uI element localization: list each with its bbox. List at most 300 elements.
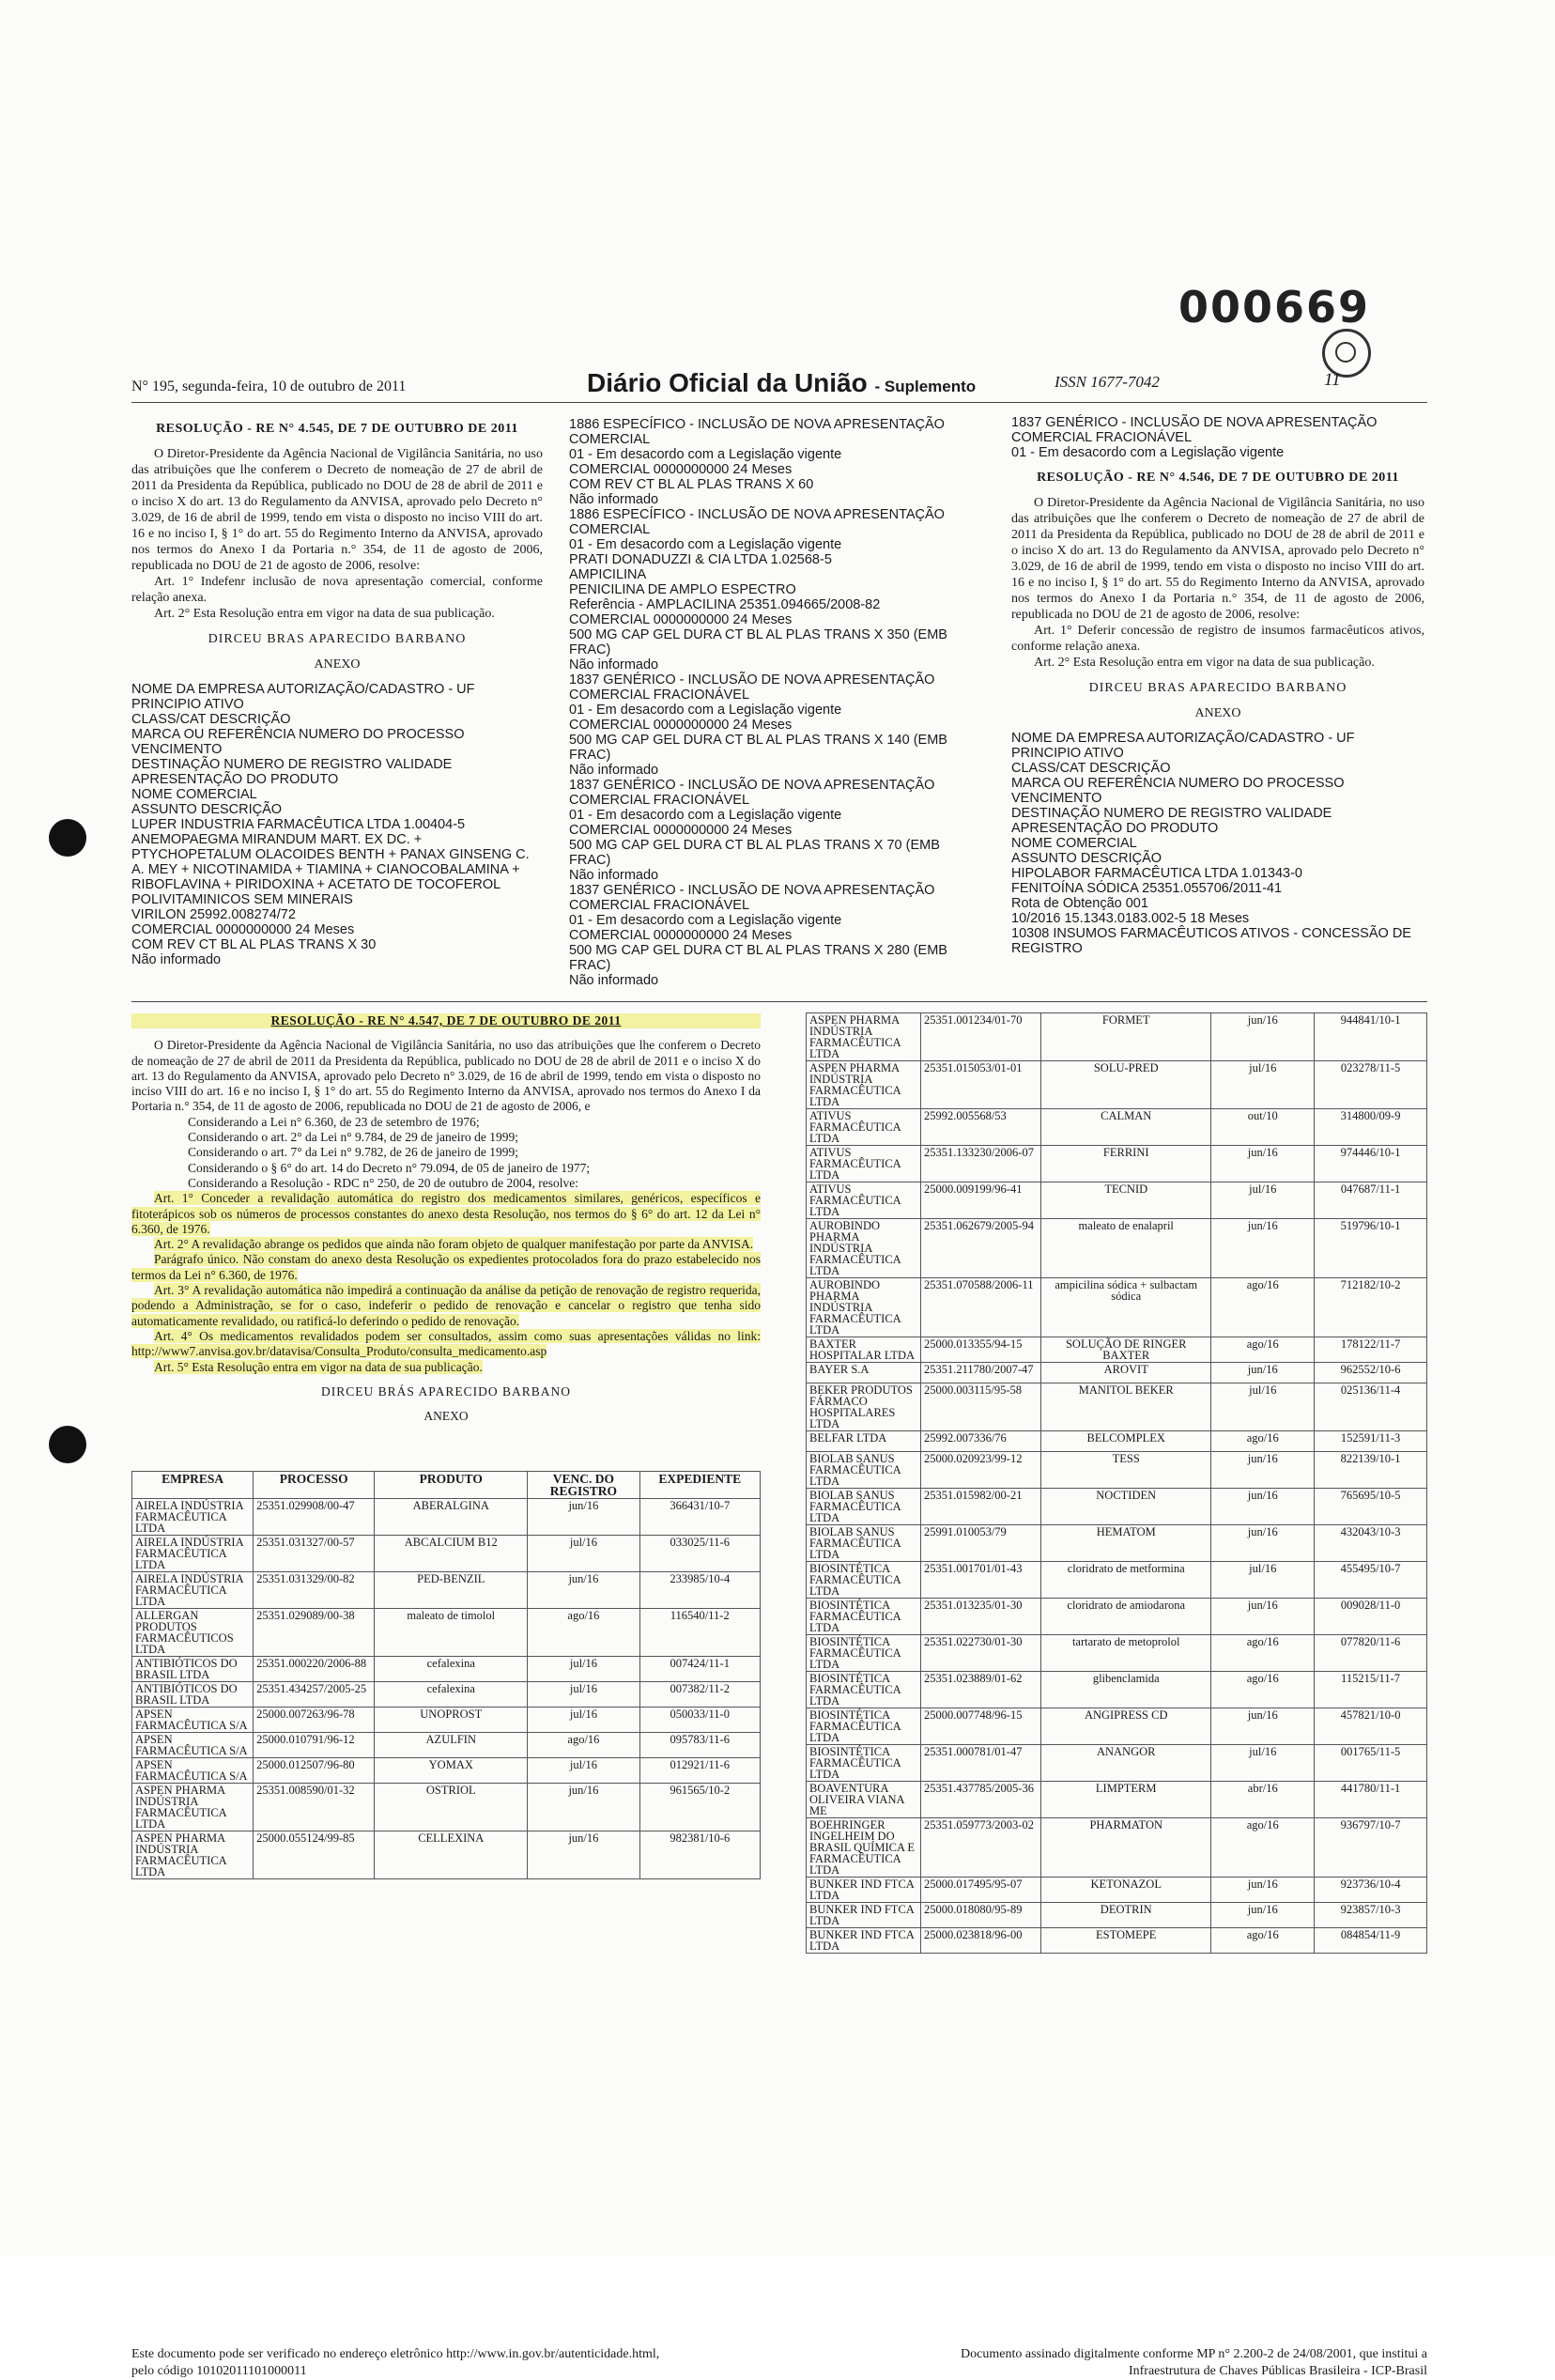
publication-name: Diário Oficial da União — [587, 368, 868, 397]
highlighted-text: Art. 1° Conceder a revalidação automática do registro dos medicamentos similares, genéricos, específicos e fitoterápicos sob os números de processos constantes do anexo desta Resolução, nos termos do § 6° do art. 12 da Lei n° 6.360, de 1976. — [131, 1191, 761, 1236]
resolution-4545-annex-list — [131, 682, 543, 967]
expedient-cell: 047687/11-1 — [1315, 1182, 1427, 1219]
process-cell: 25351.015053/01-01 — [920, 1061, 1040, 1109]
highlighted-text: Parágrafo único. Não constam do anexo desta Resolução os expedientes protocolados fora do prazo estabelecido nos termos da Lei n° 6.360, de 1976. — [131, 1252, 761, 1282]
annex-line: COMERCIAL 0000000000 24 Meses — [131, 922, 355, 937]
annex-line: Não informado — [569, 868, 659, 883]
annex-line: 1837 GENÉRICO - INCLUSÃO DE NOVA APRESENTAÇÃO COMERCIAL FRACIONÁVEL — [1011, 415, 1378, 445]
table-row — [807, 1219, 1427, 1278]
company-cell: BOEHRINGER INGELHEIM DO BRASIL QUÍMICA E FARMACÊUTICA LTDA — [807, 1818, 921, 1878]
process-cell: 25000.003115/95-58 — [920, 1383, 1040, 1431]
annex-line: MARCA OU REFERÊNCIA NUMERO DO PROCESSO VENCIMENTO — [131, 727, 465, 757]
expedient-cell: 923857/10-3 — [1315, 1903, 1427, 1928]
product-cell: TECNID — [1041, 1182, 1211, 1219]
expedient-cell: 432043/10-3 — [1315, 1525, 1427, 1562]
expedient-cell: 822139/10-1 — [1315, 1452, 1427, 1489]
column-header: EXPEDIENTE — [639, 1472, 760, 1499]
expiry-cell: jul/16 — [528, 1682, 639, 1708]
process-cell: 25351.023889/01-62 — [920, 1672, 1040, 1708]
annex-line: 01 - Em desacordo com a Legislação vigente — [569, 537, 842, 552]
annex-line: PRINCIPIO ATIVO — [1011, 746, 1124, 761]
annex-line: 01 - Em desacordo com a Legislação vigente — [569, 703, 842, 718]
annex-line: COMERCIAL 0000000000 24 Meses — [569, 823, 793, 838]
company-cell: APSEN FARMACÊUTICA S/A — [132, 1733, 254, 1758]
process-cell: 25000.055124/99-85 — [254, 1831, 375, 1879]
company-cell: AUROBINDO PHARMA INDÚSTRIA FARMACÊUTICA LTDA — [807, 1219, 921, 1278]
expedient-cell: 982381/10-6 — [639, 1831, 760, 1879]
company-cell: ALLERGAN PRODUTOS FARMACÊUTICOS LTDA — [132, 1609, 254, 1657]
expedient-cell: 007382/11-2 — [639, 1682, 760, 1708]
table-row — [807, 1146, 1427, 1182]
process-cell: 25000.007748/96-15 — [920, 1708, 1040, 1745]
expedient-cell: 033025/11-6 — [639, 1536, 760, 1572]
expiry-cell: ago/16 — [1211, 1431, 1315, 1452]
company-cell: ANTIBIÓTICOS DO BRASIL LTDA — [132, 1657, 254, 1682]
expedient-cell: 765695/10-5 — [1315, 1489, 1427, 1525]
table-row — [807, 1708, 1427, 1745]
page-stamp-number: 000669 — [1178, 282, 1371, 332]
consideration-line: Considerando o art. 7° da Lei n° 9.782, de 26 de janeiro de 1999; — [188, 1145, 518, 1160]
table-row — [807, 1745, 1427, 1782]
table-row — [807, 1431, 1427, 1452]
annex-line: FENITOÍNA SÓDICA 25351.055706/2011-41 — [1011, 881, 1283, 896]
annex-line: APRESENTAÇÃO DO PRODUTO — [1011, 821, 1219, 836]
expiry-cell: ago/16 — [1211, 1635, 1315, 1672]
resolution-4547-heading: RESOLUÇÃO - RE N° 4.547, DE 7 DE OUTUBRO DE 2011 — [131, 1013, 761, 1028]
resolution-4546-annex-title: ANEXO — [1194, 706, 1241, 720]
table-row — [132, 1708, 761, 1733]
product-cell: OSTRIOL — [375, 1784, 528, 1831]
process-cell: 25000.017495/95-07 — [920, 1878, 1040, 1903]
company-cell: BIOLAB SANUS FARMACÊUTICA LTDA — [807, 1489, 921, 1525]
annex-line: Não informado — [131, 952, 222, 967]
expiry-cell: jul/16 — [1211, 1562, 1315, 1599]
annex-line: APRESENTAÇÃO DO PRODUTO — [131, 772, 339, 787]
table-body-left — [132, 1499, 761, 1879]
consideration-line: Considerando o art. 2° da Lei n° 9.784, de 29 de janeiro de 1999; — [188, 1130, 518, 1145]
annex-line: 01 - Em desacordo com a Legislação vigente — [1011, 445, 1285, 460]
expedient-cell: 050033/11-0 — [639, 1708, 760, 1733]
expedient-cell: 012921/11-6 — [639, 1758, 760, 1784]
annex-line: NOME COMERCIAL — [1011, 836, 1137, 851]
annex-continuation-column — [569, 417, 982, 988]
publication-supplement: - Suplemento — [874, 378, 977, 395]
annex-line: 1886 ESPECÍFICO - INCLUSÃO DE NOVA APRESENTAÇÃO COMERCIAL — [569, 507, 945, 537]
product-cell: cefalexina — [375, 1682, 528, 1708]
highlighted-text: Art. 3° A revalidação automática não impedirá a continuação da análise da petição de renovação de registro requerida, podendo a Administração, se for o caso, indeferir o pedido de renovação e cancelar o registro que tenha sido automaticamente revalidado, ou ratificá-lo deferindo o pedido de renovação. — [131, 1283, 761, 1328]
expedient-cell: 961565/10-2 — [639, 1784, 760, 1831]
product-cell: tartarato de metoprolol — [1041, 1635, 1211, 1672]
table-row — [807, 1278, 1427, 1337]
annex-line: 1837 GENÉRICO - INCLUSÃO DE NOVA APRESENTAÇÃO COMERCIAL FRACIONÁVEL — [569, 672, 935, 703]
resolution-4547-column — [131, 1010, 761, 1433]
verification-code: pelo código 10102011101000011 — [131, 2364, 307, 2378]
expiry-cell: jun/16 — [1211, 1878, 1315, 1903]
resolution-4545-signer: DIRCEU BRAS APARECIDO BARBANO — [208, 632, 467, 646]
process-cell: 25351.062679/2005-94 — [920, 1219, 1040, 1278]
expedient-cell: 455495/10-7 — [1315, 1562, 1427, 1599]
expedient-cell: 366431/10-7 — [639, 1499, 760, 1536]
annex-line: AMPICILINA — [569, 567, 647, 582]
product-cell: maleato de enalapril — [1041, 1219, 1211, 1278]
annex-line: 500 MG CAP GEL DURA CT BL AL PLAS TRANS X 280 (EMB FRAC) — [569, 943, 947, 973]
expiry-cell: jun/16 — [1211, 1903, 1315, 1928]
expedient-cell: 023278/11-5 — [1315, 1061, 1427, 1109]
process-cell: 25000.020923/99-12 — [920, 1452, 1040, 1489]
page-number: 11 — [1324, 370, 1341, 390]
company-cell: BIOSINTÉTICA FARMACÊUTICA LTDA — [807, 1599, 921, 1635]
product-cell: AROVIT — [1041, 1363, 1211, 1383]
expiry-cell: jun/16 — [528, 1784, 639, 1831]
resolution-4546-art1: Art. 1° Deferir concessão de registro de insumos farmacêuticos ativos, conforme relação anexa. — [1011, 624, 1424, 654]
product-cell: ABCALCIUM B12 — [375, 1536, 528, 1572]
expedient-cell: 009028/11-0 — [1315, 1599, 1427, 1635]
signature-note — [836, 2346, 1427, 2380]
expiry-cell: out/10 — [1211, 1109, 1315, 1146]
process-cell: 25992.005568/53 — [920, 1109, 1040, 1146]
expedient-cell: 944841/10-1 — [1315, 1013, 1427, 1061]
company-cell: BIOLAB SANUS FARMACÊUTICA LTDA — [807, 1525, 921, 1562]
expedient-cell: 077820/11-6 — [1315, 1635, 1427, 1672]
process-cell: 25992.007336/76 — [920, 1431, 1040, 1452]
expiry-cell: jul/16 — [528, 1657, 639, 1682]
annex-line: DESTINAÇÃO NUMERO DE REGISTRO VALIDADE — [131, 757, 453, 772]
expiry-cell: jun/16 — [1211, 1599, 1315, 1635]
annex-line: COMERCIAL 0000000000 24 Meses — [569, 718, 793, 733]
punch-hole-icon — [49, 819, 86, 857]
table-row — [807, 1337, 1427, 1363]
expiry-cell: jul/16 — [1211, 1383, 1315, 1431]
annex-line: LUPER INDUSTRIA FARMACÊUTICA LTDA 1.00404-5 — [131, 817, 466, 832]
expiry-cell: ago/16 — [1211, 1672, 1315, 1708]
annex-line: 01 - Em desacordo com a Legislação vigente — [569, 808, 842, 823]
annex-line: NOME DA EMPRESA AUTORIZAÇÃO/CADASTRO - UF — [131, 682, 475, 697]
company-cell: ASPEN PHARMA INDÚSTRIA FARMACÊUTICA LTDA — [807, 1013, 921, 1061]
expedient-cell: 457821/10-0 — [1315, 1708, 1427, 1745]
resolution-4547-art5 — [131, 1360, 761, 1375]
product-cell: LIMPTERM — [1041, 1782, 1211, 1818]
expiry-cell: jun/16 — [528, 1499, 639, 1536]
process-cell: 25351.059773/2003-02 — [920, 1818, 1040, 1878]
table-row — [132, 1657, 761, 1682]
annex-line: NOME DA EMPRESA AUTORIZAÇÃO/CADASTRO - UF — [1011, 731, 1355, 746]
company-cell: AUROBINDO PHARMA INDÚSTRIA FARMACÊUTICA LTDA — [807, 1278, 921, 1337]
product-cell: PHARMATON — [1041, 1818, 1211, 1878]
process-cell: 25000.023818/96-00 — [920, 1928, 1040, 1954]
annex-line: Rota de Obtenção 001 — [1011, 896, 1148, 911]
expiry-cell: ago/16 — [1211, 1337, 1315, 1363]
resolution-4547-paragrafo — [131, 1252, 761, 1283]
expiry-cell: ago/16 — [1211, 1278, 1315, 1337]
process-cell: 25000.012507/96-80 — [254, 1758, 375, 1784]
expedient-cell: 001765/11-5 — [1315, 1745, 1427, 1782]
table-row — [132, 1609, 761, 1657]
expiry-cell: jul/16 — [528, 1758, 639, 1784]
punch-hole-icon — [49, 1426, 86, 1463]
resolution-4546-annex-list — [1011, 731, 1424, 956]
process-cell: 25351.001234/01-70 — [920, 1013, 1040, 1061]
process-cell: 25351.070588/2006-11 — [920, 1278, 1040, 1337]
process-cell: 25000.013355/94-15 — [920, 1337, 1040, 1363]
process-cell: 25351.000220/2006-88 — [254, 1657, 375, 1682]
table-row — [807, 1013, 1427, 1061]
expedient-cell: 025136/11-4 — [1315, 1383, 1427, 1431]
column-header: PRODUTO — [375, 1472, 528, 1499]
expiry-cell: jun/16 — [1211, 1525, 1315, 1562]
product-cell: UNOPROST — [375, 1708, 528, 1733]
expiry-cell: jun/16 — [528, 1831, 639, 1879]
annex-line: VIRILON 25992.008274/72 — [131, 907, 296, 922]
revalidation-table-right — [806, 1012, 1427, 1954]
resolution-4547-art1 — [131, 1191, 761, 1237]
product-cell: BELCOMPLEX — [1041, 1431, 1211, 1452]
annex-line: NOME COMERCIAL — [131, 787, 257, 802]
annex-line: DESTINAÇÃO NUMERO DE REGISTRO VALIDADE — [1011, 806, 1332, 821]
company-cell: AIRELA INDÚSTRIA FARMACÊUTICA LTDA — [132, 1572, 254, 1609]
expiry-cell: jul/16 — [528, 1536, 639, 1572]
resolution-4547-art2 — [131, 1237, 761, 1252]
process-cell: 25351.211780/2007-47 — [920, 1363, 1040, 1383]
product-cell: ABERALGINA — [375, 1499, 528, 1536]
resolution-4547-art3 — [131, 1283, 761, 1329]
product-cell: DEOTRIN — [1041, 1903, 1211, 1928]
product-cell: NOCTIDEN — [1041, 1489, 1211, 1525]
expiry-cell: jul/16 — [1211, 1061, 1315, 1109]
expedient-cell: 441780/11-1 — [1315, 1782, 1427, 1818]
verification-note — [131, 2346, 659, 2380]
expiry-cell: ago/16 — [1211, 1928, 1315, 1954]
process-cell: 25351.015982/00-21 — [920, 1489, 1040, 1525]
expiry-cell: jul/16 — [1211, 1182, 1315, 1219]
company-cell: ASPEN PHARMA INDÚSTRIA FARMACÊUTICA LTDA — [807, 1061, 921, 1109]
expiry-cell: jun/16 — [1211, 1219, 1315, 1278]
expiry-cell: jun/16 — [1211, 1146, 1315, 1182]
annex-line: CLASS/CAT DESCRIÇÃO — [131, 712, 291, 727]
expiry-cell: jun/16 — [1211, 1363, 1315, 1383]
process-cell: 25351.022730/01-30 — [920, 1635, 1040, 1672]
expedient-cell: 178122/11-7 — [1315, 1337, 1427, 1363]
highlighted-text: Art. 4° Os medicamentos revalidados podem ser consultados, assim como suas apresentações válidas no link: http://www7.anvisa.gov.br/datavisa/Consulta_Produto/consulta_medicamento.asp — [131, 1328, 761, 1359]
annex-line: ANEMOPAEGMA MIRANDUM MART. EX DC. + PTYCHOPETALUM OLACOIDES BENTH + PANAX GINSENG C. A. MEY + NICOTINAMIDA + TIAMINA + CIANOCOBALAMINA + RIBOFLAVINA + PIRIDOXINA + ACETATO DE TOCOFEROL POLIVITAMINICOS SEM MINERAIS — [131, 832, 530, 907]
annex-line: COM REV CT BL AL PLAS TRANS X 60 — [569, 477, 814, 492]
highlighted-text: Art. 2° A revalidação abrange os pedidos que ainda não foram objeto de qualquer manifestação por parte da ANVISA. — [154, 1237, 754, 1252]
product-cell: ANGIPRESS CD — [1041, 1708, 1211, 1745]
product-cell: HEMATOM — [1041, 1525, 1211, 1562]
expiry-cell: jun/16 — [1211, 1013, 1315, 1061]
table-row — [132, 1572, 761, 1609]
table-row — [807, 1782, 1427, 1818]
resolution-4546-preamble: O Diretor-Presidente da Agência Nacional de Vigilância Sanitária, no uso das atribuições que lhe conferem o Decreto de nomeação de 27 de abril de 2011 da Presidenta da República, publicado no DOU de 28 de abril de 2011 e o inciso X do art. 13 do Regulamento da ANVISA, aprovado pelo Decreto n° 3.029, de 16 de abril de 1999, tendo em vista o disposto no inciso VIII do art. 16 e no inciso I, § 1° do art. 55 do Regimento Interno da ANVISA, aprovado nos termos do Anexo I da Portaria n.° 354, de 11 de agosto de 2006, republicada no DOU de 21 de agosto de 2006, resolve: — [1011, 496, 1424, 622]
company-cell: AIRELA INDÚSTRIA FARMACÊUTICA LTDA — [132, 1499, 254, 1536]
expiry-cell: ago/16 — [528, 1733, 639, 1758]
expiry-cell: jun/16 — [1211, 1489, 1315, 1525]
table-row — [807, 1818, 1427, 1878]
annex-line: 01 - Em desacordo com a Legislação vigente — [569, 913, 842, 928]
expedient-cell: 007424/11-1 — [639, 1657, 760, 1682]
product-cell: ANANGOR — [1041, 1745, 1211, 1782]
annex-line: Não informado — [569, 973, 659, 988]
company-cell: ATIVUS FARMACÊUTICA LTDA — [807, 1146, 921, 1182]
annex-line: PENICILINA DE AMPLO ESPECTRO — [569, 582, 796, 597]
company-cell: BIOSINTÉTICA FARMACÊUTICA LTDA — [807, 1708, 921, 1745]
annex-line: 1886 ESPECÍFICO - INCLUSÃO DE NOVA APRESENTAÇÃO COMERCIAL — [569, 417, 945, 447]
annex-line: MARCA OU REFERÊNCIA NUMERO DO PROCESSO VENCIMENTO — [1011, 776, 1345, 806]
expedient-cell: 974446/10-1 — [1315, 1146, 1427, 1182]
company-cell: ATIVUS FARMACÊUTICA LTDA — [807, 1109, 921, 1146]
process-cell: 25351.001701/01-43 — [920, 1562, 1040, 1599]
company-cell: BEKER PRODUTOS FÁRMACO HOSPITALARES LTDA — [807, 1383, 921, 1431]
product-cell: cloridrato de amiodarona — [1041, 1599, 1211, 1635]
annex-line: HIPOLABOR FARMACÊUTICA LTDA 1.01343-0 — [1011, 866, 1302, 881]
section-rule — [131, 1001, 1427, 1002]
company-cell: BIOSINTÉTICA FARMACÊUTICA LTDA — [807, 1562, 921, 1599]
process-cell: 25351.029089/00-38 — [254, 1609, 375, 1657]
annex-line: COMERCIAL 0000000000 24 Meses — [569, 928, 793, 943]
resolution-4546-heading: RESOLUÇÃO - RE N° 4.546, DE 7 DE OUTUBRO DE 2011 — [1037, 471, 1399, 485]
annex-line: Não informado — [569, 657, 659, 672]
product-cell: maleato de timolol — [375, 1609, 528, 1657]
company-cell: ANTIBIÓTICOS DO BRASIL LTDA — [132, 1682, 254, 1708]
table-row — [807, 1525, 1427, 1562]
company-cell: BUNKER IND FTCA LTDA — [807, 1878, 921, 1903]
process-cell: 25351.013235/01-30 — [920, 1599, 1040, 1635]
expedient-cell: 084854/11-9 — [1315, 1928, 1427, 1954]
annex-line: 500 MG CAP GEL DURA CT BL AL PLAS TRANS X 70 (EMB FRAC) — [569, 838, 940, 868]
product-cell: AZULFIN — [375, 1733, 528, 1758]
annex-line: CLASS/CAT DESCRIÇÃO — [1011, 761, 1171, 776]
product-cell: TESS — [1041, 1452, 1211, 1489]
resolution-4545-heading: RESOLUÇÃO - RE N° 4.545, DE 7 DE OUTUBRO DE 2011 — [156, 422, 518, 436]
table-row — [132, 1784, 761, 1831]
product-cell: cefalexina — [375, 1657, 528, 1682]
annex-line: COMERCIAL 0000000000 24 Meses — [569, 462, 793, 477]
process-cell: 25000.007263/96-78 — [254, 1708, 375, 1733]
table-row — [807, 1452, 1427, 1489]
expedient-cell: 519796/10-1 — [1315, 1219, 1427, 1278]
annex-line: Não informado — [569, 492, 659, 507]
consideration-line: Considerando a Resolução - RDC n° 250, de 20 de outubro de 2004, resolve: — [188, 1175, 578, 1190]
expedient-cell: 936797/10-7 — [1315, 1818, 1427, 1878]
table-row — [132, 1682, 761, 1708]
table-row — [807, 1489, 1427, 1525]
product-cell: CELLEXINA — [375, 1831, 528, 1879]
expedient-cell: 116540/11-2 — [639, 1609, 760, 1657]
process-cell: 25000.009199/96-41 — [920, 1182, 1040, 1219]
revalidation-table-left — [131, 1471, 761, 1879]
table-row — [132, 1758, 761, 1784]
company-cell: BUNKER IND FTCA LTDA — [807, 1903, 921, 1928]
company-cell: BOAVENTURA OLIVEIRA VIANA ME — [807, 1782, 921, 1818]
process-cell: 25351.008590/01-32 — [254, 1784, 375, 1831]
table-row — [807, 1903, 1427, 1928]
company-cell: APSEN FARMACÊUTICA S/A — [132, 1708, 254, 1733]
table-row — [807, 1363, 1427, 1383]
column-header: VENC. DO REGISTRO — [528, 1472, 639, 1499]
product-cell: YOMAX — [375, 1758, 528, 1784]
annex-line: 500 MG CAP GEL DURA CT BL AL PLAS TRANS X 140 (EMB FRAC) — [569, 733, 947, 763]
table-row — [807, 1878, 1427, 1903]
annex-line: 1837 GENÉRICO - INCLUSÃO DE NOVA APRESENTAÇÃO COMERCIAL FRACIONÁVEL — [569, 883, 935, 913]
process-cell: 25000.018080/95-89 — [920, 1903, 1040, 1928]
resolution-4547-signer: DIRCEU BRÁS APARECIDO BARBANO — [321, 1383, 571, 1399]
consideration-line: Considerando a Lei n° 6.360, de 23 de setembro de 1976; — [188, 1114, 480, 1129]
table-row — [132, 1733, 761, 1758]
resolution-4545-preamble: O Diretor-Presidente da Agência Nacional de Vigilância Sanitária, no uso das atribuições que lhe conferem o Decreto de nomeação de 27 de abril de 2011 da Presidenta da República, publicado no DOU de 28 de abril de 2011 e o inciso X do art. 13 do Regulamento da ANVISA, aprovado pelo Decreto n° 3.029, de 16 de abril de 1999, tendo em vista o disposto no inciso VIII do art. 16 e no inciso I, § 1° do art. 55 do Regimento Interno da ANVISA, aprovado nos termos do Anexo I da Portaria n.° 354, de 11 de agosto de 2006, republicada no DOU de 21 de agosto de 2006, resolve: — [131, 447, 543, 573]
company-cell: BIOSINTÉTICA FARMACÊUTICA LTDA — [807, 1745, 921, 1782]
product-cell: glibenclamida — [1041, 1672, 1211, 1708]
table-row — [807, 1383, 1427, 1431]
annex-line: 01 - Em desacordo com a Legislação vigente — [569, 447, 842, 462]
product-cell: ampicilina sódica + sulbactam sódica — [1041, 1278, 1211, 1337]
table-row — [807, 1928, 1427, 1954]
resolution-4545-annex-title: ANEXO — [314, 657, 361, 672]
consideration-line: Considerando o § 6° do art. 14 do Decreto n° 79.094, de 05 de janeiro de 1977; — [188, 1160, 591, 1175]
resolution-4545-art1: Art. 1° Indefenr inclusão de nova apresentação comercial, conforme relação anexa. — [131, 575, 543, 605]
resolution-4547-art4 — [131, 1329, 761, 1360]
table-row — [132, 1536, 761, 1572]
company-cell: APSEN FARMACÊUTICA S/A — [132, 1758, 254, 1784]
issn: ISSN 1677-7042 — [1055, 373, 1160, 391]
annex-line: 1837 GENÉRICO - INCLUSÃO DE NOVA APRESENTAÇÃO COMERCIAL FRACIONÁVEL — [569, 778, 935, 808]
product-cell: KETONAZOL — [1041, 1878, 1211, 1903]
table-row — [807, 1182, 1427, 1219]
annex-line: PRATI DONADUZZI & CIA LTDA 1.02568-5 — [569, 552, 832, 567]
expiry-cell: jun/16 — [1211, 1452, 1315, 1489]
expedient-cell: 314800/09-9 — [1315, 1109, 1427, 1146]
table-row — [132, 1831, 761, 1879]
issue-date: N° 195, segunda-feira, 10 de outubro de 2011 — [131, 379, 407, 394]
expiry-cell: ago/16 — [528, 1609, 639, 1657]
annex-line: 10308 INSUMOS FARMACÊUTICOS ATIVOS - CONCESSÃO DE REGISTRO — [1011, 926, 1411, 956]
company-cell: BIOLAB SANUS FARMACÊUTICA LTDA — [807, 1452, 921, 1489]
product-cell: FORMET — [1041, 1013, 1211, 1061]
process-cell: 25351.029908/00-47 — [254, 1499, 375, 1536]
company-cell: BELFAR LTDA — [807, 1431, 921, 1452]
expedient-cell: 095783/11-6 — [639, 1733, 760, 1758]
process-cell: 25351.031329/00-82 — [254, 1572, 375, 1609]
company-cell: ATIVUS FARMACÊUTICA LTDA — [807, 1182, 921, 1219]
resolution-4547-preamble: O Diretor-Presidente da Agência Nacional de Vigilância Sanitária, no uso das atribuições que lhe conferem o Decreto de nomeação de 27 de abril de 2011 da Presidenta da República, publicado no DOU de 28 de abril de 2011 e o inciso X do art. 13 do Regulamento da ANVISA, aprovado pelo Decreto n° 3.029, de 16 de abril de 1999, tendo em vista o disposto no inciso VIII do art. 16 e no inciso I, § 1° do art. 55 do Regimento Interno da ANVISA, aprovado nos termos do Anexo I da Portaria n.° 354, de 11 de agosto de 2006, republicada no DOU de 21 de agosto de 2006, e — [131, 1038, 761, 1114]
resolution-4545-column — [131, 417, 543, 967]
expiry-cell: jul/16 — [1211, 1745, 1315, 1782]
column-header: PROCESSO — [254, 1472, 375, 1499]
resolution-4546-art2: Art. 2° Esta Resolução entra em vigor na data de sua publicação. — [1034, 656, 1375, 670]
expiry-cell: jun/16 — [1211, 1708, 1315, 1745]
signature-authority: Infraestrutura de Chaves Públicas Brasileira - ICP-Brasil — [1128, 2364, 1427, 2378]
expiry-cell: ago/16 — [1211, 1818, 1315, 1878]
process-cell: 25351.133230/2006-07 — [920, 1146, 1040, 1182]
process-cell: 25351.000781/01-47 — [920, 1745, 1040, 1782]
product-cell: SOLUÇÃO DE RINGER BAXTER — [1041, 1337, 1211, 1363]
product-cell: cloridrato de metformina — [1041, 1562, 1211, 1599]
verification-url-text: Este documento pode ser verificado no endereço eletrônico http://www.in.gov.br/autenticidade.html, — [131, 2347, 660, 2361]
annex-line: 10/2016 15.1343.0183.002-5 18 Meses — [1011, 911, 1250, 926]
expiry-cell: jul/16 — [528, 1708, 639, 1733]
process-cell: 25351.434257/2005-25 — [254, 1682, 375, 1708]
resolution-4547-annex-title: ANEXO — [423, 1409, 469, 1424]
product-cell: PED-BENZIL — [375, 1572, 528, 1609]
annex-line: Não informado — [569, 763, 659, 778]
company-cell: BUNKER IND FTCA LTDA — [807, 1928, 921, 1954]
company-cell: BAXTER HOSPITALAR LTDA — [807, 1337, 921, 1363]
product-cell: CALMAN — [1041, 1109, 1211, 1146]
expedient-cell: 923736/10-4 — [1315, 1878, 1427, 1903]
annex-line: Referência - AMPLACILINA 25351.094665/2008-82 — [569, 597, 881, 612]
annex-line: COMERCIAL 0000000000 24 Meses — [569, 612, 793, 627]
table-row — [807, 1672, 1427, 1708]
table-row — [807, 1109, 1427, 1146]
column-header: EMPRESA — [132, 1472, 254, 1499]
